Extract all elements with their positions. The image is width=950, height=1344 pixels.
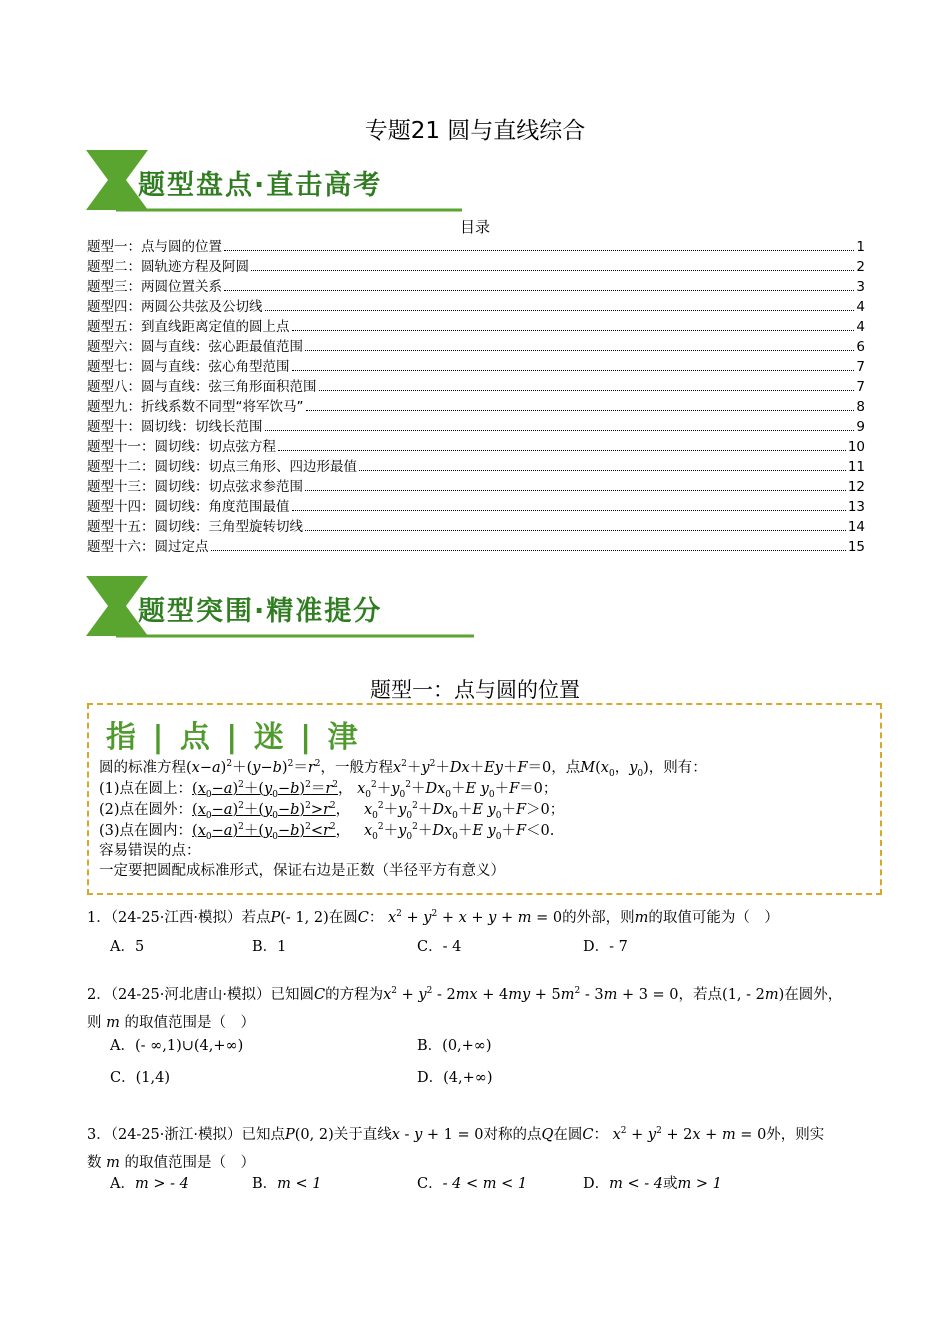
- toc-item[interactable]: 题型十三：圆切线：切点弦求参范围 12: [87, 479, 865, 495]
- toc-item[interactable]: 题型十五：圆切线：三角型旋转切线 14: [87, 519, 865, 535]
- toc-item[interactable]: 题型六：圆与直线：弦心距最值范围 6: [87, 339, 865, 355]
- toc-item[interactable]: 题型三：两圆位置关系 3: [87, 279, 865, 295]
- tip-line-errors: 容易错误的点：: [99, 843, 201, 859]
- toc-item[interactable]: 题型五：到直线距离定值的圆上点 4: [87, 319, 865, 335]
- toc-item[interactable]: 题型八：圆与直线：弦三角形面积范围 7: [87, 379, 865, 395]
- question-2-stem: 2．（24-25·河北唐山·模拟）已知圆C的方程为$x^2 + y^2 - 2mx + 4my + 5m^2 - 3m + 3 = 0$，若点(1, - 2m)在圆外，: [87, 986, 843, 1003]
- question-2-option-a[interactable]: A．(- ∞,1)∪(4,+∞): [110, 1038, 244, 1054]
- banner-breakthrough-text: 题型突围·精准提分: [138, 596, 383, 627]
- question-3-option-a[interactable]: A．m > - 4: [110, 1176, 189, 1192]
- table-of-contents: [87, 236, 865, 556]
- tip-line-1: 圆的标准方程$(x-a)^2+(y-b)^2=r^2$，一般方程$x^2+y^2+Dx+Ey+F=0$，点$M(x_0$，$y_0$)，则有：: [99, 759, 707, 779]
- tip-line-advice: 一定要把圆配成标准形式，保证右边是正数（半径平方有意义）: [99, 863, 505, 879]
- question-2-option-d[interactable]: D．(4,+∞): [417, 1070, 493, 1086]
- section-title: 题型一：点与圆的位置: [370, 678, 580, 702]
- question-1-option-d[interactable]: D．- 7: [583, 939, 628, 955]
- toc-item[interactable]: 题型十一：圆切线：切点弦方程 10: [87, 439, 865, 455]
- question-3-stem-cont: 数 m 的取值范围是（ ）: [87, 1155, 255, 1171]
- toc-item[interactable]: 题型十六：圆过定点 15: [87, 539, 865, 555]
- question-3-stem: 3．（24-25·浙江·模拟）已知点P(0, 2)关于直线x - y + 1 = 0对称的点Q在圆C： $x^2 + y^2 + 2x + m = 0$外，则实: [87, 1126, 825, 1143]
- tip-heading: 指 | 点 | 迷 | 津: [106, 720, 361, 755]
- toc-item[interactable]: 题型十二：圆切线：切点三角形、四边形最值 11: [87, 459, 865, 475]
- question-3-option-d[interactable]: D．m < - 4或m > 1: [583, 1176, 722, 1192]
- question-1-option-a[interactable]: A．5: [110, 939, 145, 955]
- page-title: 专题21 圆与直线综合: [364, 118, 586, 144]
- question-3-option-b[interactable]: B．m < 1: [252, 1176, 322, 1192]
- question-1-option-c[interactable]: C．- 4: [417, 939, 462, 955]
- toc-item[interactable]: 题型九：折线系数不同型“将军饮马” 8: [87, 399, 865, 415]
- toc-item[interactable]: 题型十：圆切线：切线长范围 9: [87, 419, 865, 435]
- tip-line-outside: (2)点在圆外：$(x_0-a)^2+(y_0-b)^2>r^2$， $x_0^2+y_0^2+Dx_0+E$ $y_0+F>0$；: [99, 801, 565, 821]
- question-1-stem: 1．（24-25·江西·模拟）若点P(- 1, 2)在圆C： $x^2 + y^2 + x + y + m = 0$的外部，则m的取值可能为（ ）: [87, 909, 779, 926]
- toc-item[interactable]: 题型一：点与圆的位置 1: [87, 239, 865, 255]
- question-1-option-b[interactable]: B．1: [252, 939, 287, 955]
- question-2-option-b[interactable]: B．(0,+∞): [417, 1038, 492, 1054]
- toc-item[interactable]: 题型二：圆轨迹方程及阿圆 2: [87, 259, 865, 275]
- question-3-option-c[interactable]: C．- 4 < m < 1: [417, 1176, 528, 1192]
- banner-exam-review: [86, 148, 466, 214]
- banner-exam-review-text: 题型盘点·直击高考: [138, 170, 383, 201]
- question-2-option-c[interactable]: C．(1,4): [110, 1070, 170, 1086]
- toc-item[interactable]: 题型四：两圆公共弦及公切线 4: [87, 299, 865, 315]
- tip-line-on-circle: (1)点在圆上：$(x_0-a)^2+(y_0-b)^2=r^2$， $x_0^2+y_0^2+Dx_0+E$ $y_0+F=0$；: [99, 780, 558, 800]
- banner-breakthrough: [86, 574, 476, 640]
- question-2-stem-cont: 则 m 的取值范围是（ ）: [87, 1015, 255, 1031]
- toc-item[interactable]: 题型十四：圆切线：角度范围最值 13: [87, 499, 865, 515]
- toc-heading: 目录: [459, 218, 490, 236]
- toc-item[interactable]: 题型七：圆与直线：弦心角型范围 7: [87, 359, 865, 375]
- tip-line-inside: (3)点在圆内：$(x_0-a)^2+(y_0-b)^2<r^2$， $x_0^2+y_0^2+Dx_0+E$ $y_0+F<0$.: [99, 822, 555, 842]
